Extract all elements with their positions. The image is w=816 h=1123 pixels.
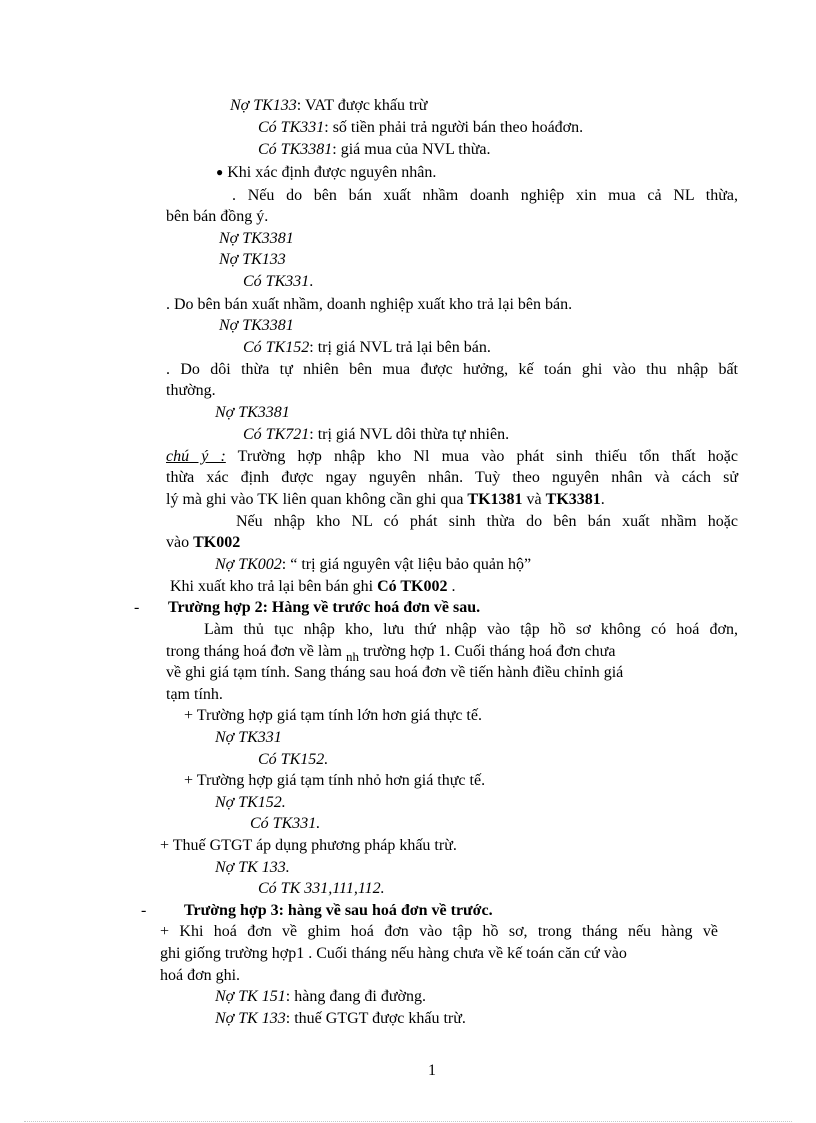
- section-dash: -: [141, 902, 147, 919]
- entry-debit-tk002: Nợ TK002: “ trị giá nguyên vật liệu bảo quản hộ”: [215, 556, 532, 573]
- entry-credit: Có TK721: trị giá NVL dôi thừa tự nhiên.: [243, 426, 510, 443]
- entry-credit: Có TK152.: [258, 751, 329, 768]
- entry-debit: Nợ TK3381: [215, 404, 290, 421]
- section-heading-case-3: Trường hợp 3: hàng về sau hoá đơn về trước.: [184, 902, 493, 919]
- paragraph-line: + Khi hoá đơn về ghim hoá đơn vào tập hồ sơ, trong tháng nếu hàng về: [160, 923, 718, 940]
- account-label: Có TK3381: [258, 141, 333, 158]
- entry-debit-tk133: [230, 96, 427, 116]
- paragraph-line: vào TK002: [166, 534, 241, 551]
- entry-debit: Nợ TK331: [215, 729, 282, 746]
- entry-credit-tk331: [258, 118, 583, 138]
- page-bottom-divider: [24, 1121, 792, 1122]
- paragraph-line: ghi giống trường hợp1 . Cuối tháng nếu hàng chưa về kế toán căn cứ vào: [160, 945, 627, 962]
- paragraph-line: . Do bên bán xuất nhầm, doanh nghiệp xuất kho trả lại bên bán.: [166, 296, 573, 313]
- paragraph-line: hoá đơn ghi.: [160, 967, 241, 984]
- paragraph-line: tạm tính.: [166, 686, 223, 703]
- paragraph-line: Làm thủ tục nhập kho, lưu thứ nhập vào tập hồ sơ không có hoá đơn,: [204, 621, 738, 638]
- section-heading-case-2: Trường hợp 2: Hàng về trước hoá đơn về sau.: [168, 599, 481, 616]
- entry-credit-tk3381: [258, 140, 491, 160]
- account-label: Nợ TK133: [230, 97, 297, 114]
- entry-debit: Nợ TK3381: [219, 230, 294, 247]
- entry-text: : giá mua của NVL thừa.: [332, 141, 491, 158]
- paragraph-line: trong tháng hoá đơn về làm $_{nh}$ trường hợp 1. Cuối tháng hoá đơn chưa: [166, 643, 616, 664]
- paragraph-line: lý mà ghi vào TK liên quan không cần ghi qua TK1381 và TK3381.: [166, 491, 605, 508]
- entry-credit: Có TK152: trị giá NVL trả lại bên bán.: [243, 339, 491, 356]
- bullet-icon: ●: [216, 165, 224, 179]
- entry-credit: Có TK331.: [243, 273, 314, 290]
- paragraph-line: bên bán đồng ý.: [166, 208, 269, 225]
- bullet-line: [216, 162, 436, 182]
- case-line: + Thuế GTGT áp dụng phương pháp khấu trừ.: [160, 837, 457, 854]
- entry-debit-tk151: Nợ TK 151: hàng đang đi đường.: [215, 988, 427, 1005]
- paragraph-line: thừa xác định được ngay nguyên nhân. Tuỳ theo nguyên nhân và cách sử: [166, 469, 738, 486]
- account-label: Có TK331: [258, 119, 325, 136]
- entry-text: : số tiền phải trả người bán theo hoáđơn.: [324, 119, 584, 136]
- note-label: chú ý :: [166, 448, 226, 465]
- case-line: + Trường hợp giá tạm tính nhỏ hơn giá thực tế.: [184, 772, 486, 789]
- entry-credit: Có TK 331,111,112.: [258, 880, 385, 897]
- paragraph-line: Khi xuất kho trả lại bên bán ghi Có TK002 .: [170, 578, 456, 595]
- entry-credit: Có TK331.: [250, 815, 321, 832]
- entry-debit: Nợ TK133: [219, 251, 286, 268]
- section-dash: -: [134, 599, 140, 616]
- text: Khi xác định được nguyên nhân.: [227, 164, 437, 181]
- entry-debit: Nợ TK 133.: [215, 859, 290, 876]
- entry-debit: Nợ TK3381: [219, 317, 294, 334]
- paragraph-line: thường.: [166, 382, 216, 399]
- note-line: chú ý : Trường hợp nhập kho Nl mua vào phát sinh thiếu tổn thất hoặc: [166, 448, 739, 465]
- case-line: + Trường hợp giá tạm tính lớn hơn giá thực tế.: [184, 707, 482, 724]
- page-number: 1: [428, 1062, 436, 1079]
- entry-debit-tk133: Nợ TK 133: thuế GTGT được khấu trừ.: [215, 1010, 466, 1027]
- entry-debit: Nợ TK152.: [215, 794, 286, 811]
- entry-text: : VAT được khấu trừ: [296, 97, 428, 114]
- paragraph-line: về ghi giá tạm tính. Sang tháng sau hoá đơn về tiến hành điều chỉnh giá: [166, 664, 624, 681]
- paragraph-line: Nếu nhập kho NL có phát sinh thừa do bên bán xuất nhầm hoặc: [236, 513, 738, 530]
- paragraph-line: . Do dôi thừa tự nhiên bên mua được hưởng, kế toán ghi vào thu nhập bất: [166, 361, 738, 378]
- paragraph-line: . Nếu do bên bán xuất nhầm doanh nghiệp xin mua cả NL thừa,: [232, 187, 738, 204]
